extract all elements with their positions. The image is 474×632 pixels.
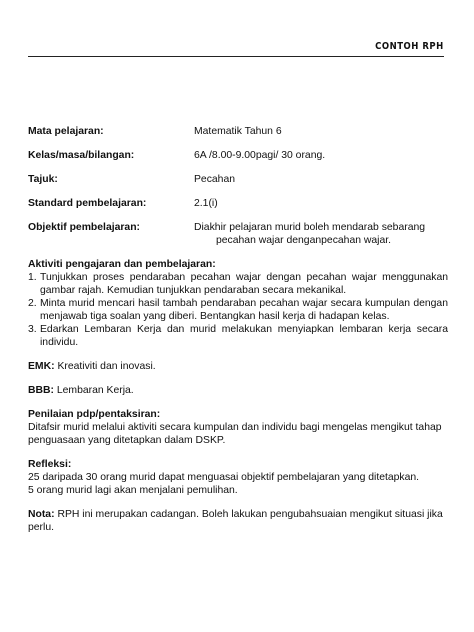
emk-line [28, 360, 448, 373]
field-label: Kelas/masa/bilangan: [28, 150, 135, 161]
note-text: RPH ini merupakan cadangan. Boleh lakukan pengubahsuaian mengikut situasi jika perlu. [28, 509, 443, 533]
reflection-line-2: 5 orang murid lagi akan menjalani pemulihan. [28, 485, 238, 496]
header-divider [28, 56, 444, 57]
bbb-line [28, 384, 448, 397]
list-item-number: 1. [28, 272, 37, 283]
document-title: CONTOH RPH [375, 41, 444, 52]
field-value: Matematik Tahun 6 [194, 126, 282, 137]
objective-line-2: pecahan wajar denganpecahan wajar. [216, 235, 392, 246]
list-item-text: Minta murid mencari hasil tambah pendaraban pecahan wajar secara kumpulan dengan menjawab tiga soalan yang diberi. Bentangkan hasil kerja di hadapan kelas. [40, 298, 448, 322]
list-item-text: Edarkan Lembaran Kerja dan murid melakukan menyiapkan lembaran kerja secara individu. [40, 324, 448, 348]
field-label: Standard pembelajaran: [28, 198, 147, 209]
assessment-heading: Penilaian pdp/pentaksiran: [28, 409, 161, 420]
reflection-line-1: 25 daripada 30 orang murid dapat menguasai objektif pembelajaran yang ditetapkan. [28, 472, 420, 483]
assessment-text: Ditafsir murid melalui aktiviti secara kumpulan dan individu bagi mengelas mengikut tahap penguasaan yang ditetapkan dalam DSKP. [28, 422, 442, 446]
activities-list [28, 271, 448, 349]
note-label: Nota: [28, 509, 55, 520]
list-item-number: 2. [28, 298, 37, 309]
field-value [194, 221, 448, 247]
reflection-heading: Refleksi: [28, 459, 72, 470]
field-value: Pecahan [194, 174, 236, 185]
note-section [28, 508, 448, 534]
list-item-text: Tunjukkan proses pendaraban pecahan wajar dengan pecahan wajar menggunakan gambar rajah. Kemudian tunjukkan pendaraban secara mekanikal. [40, 272, 448, 296]
field-subject [28, 125, 448, 138]
field-value: 6A /8.00-9.00pagi/ 30 orang. [194, 150, 326, 161]
bbb-value: Lembaran Kerja. [56, 385, 134, 396]
lesson-plan-body [28, 125, 448, 534]
field-label: Tajuk: [28, 174, 58, 185]
list-item [28, 271, 448, 297]
field-label: Objektif pembelajaran: [28, 222, 141, 233]
field-value: 2.1(i) [194, 198, 218, 209]
bbb-label: BBB: [28, 385, 54, 396]
emk-label: EMK: [28, 361, 55, 372]
reflection-section [28, 458, 448, 497]
list-item [28, 323, 448, 349]
field-learning-standard [28, 197, 448, 210]
activities-heading: Aktiviti pengajaran dan pembelajaran: [28, 259, 216, 270]
emk-value: Kreativiti dan inovasi. [57, 361, 156, 372]
list-item [28, 297, 448, 323]
activities-section [28, 258, 448, 349]
list-item-number: 3. [28, 324, 37, 335]
assessment-section [28, 408, 448, 447]
field-class-time-count [28, 149, 448, 162]
field-learning-objective [28, 221, 448, 247]
field-topic [28, 173, 448, 186]
field-label: Mata pelajaran: [28, 126, 104, 137]
objective-line-1: Diakhir pelajaran murid boleh mendarab sebarang [194, 222, 426, 233]
